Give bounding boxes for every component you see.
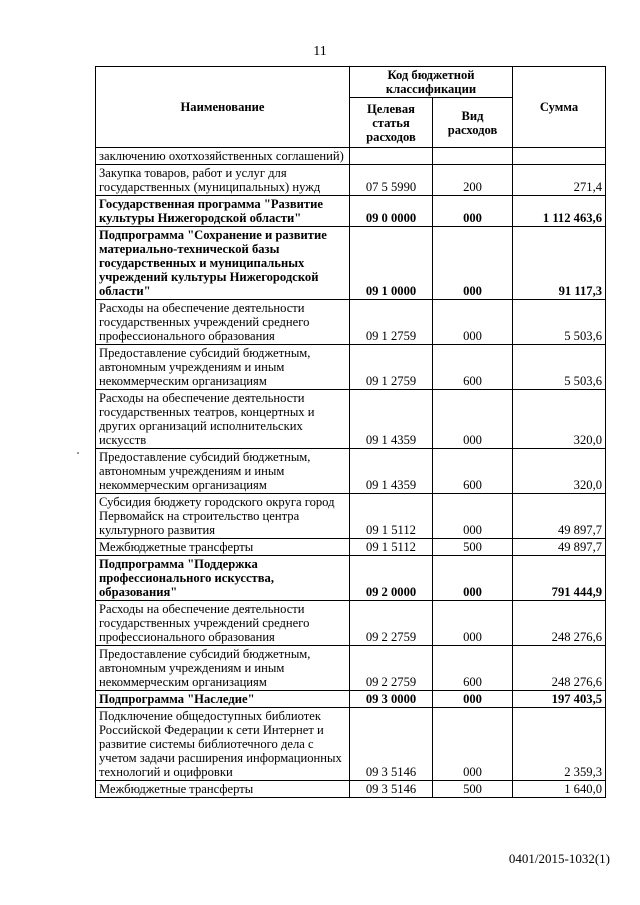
- row-name: Субсидия бюджету городского округа город Первомайск на строительство центра культурного развития: [96, 494, 350, 539]
- header-target: Целевая статья расходов: [350, 98, 433, 148]
- row-type-code: 000: [433, 494, 513, 539]
- header-name: Наименование: [96, 67, 350, 148]
- table-row: [96, 494, 606, 539]
- row-type-code: 500: [433, 781, 513, 798]
- row-sum: 791 444,9: [513, 556, 606, 601]
- row-target-code: 09 1 4359: [350, 449, 433, 494]
- row-target-code: 09 1 4359: [350, 390, 433, 449]
- row-type-code: 600: [433, 345, 513, 390]
- header-sum: Сумма: [513, 67, 606, 148]
- row-type-code: 000: [433, 196, 513, 227]
- row-sum: [513, 148, 606, 165]
- row-sum: 1 112 463,6: [513, 196, 606, 227]
- table-row: [96, 556, 606, 601]
- row-type-code: 000: [433, 691, 513, 708]
- row-type-code: 000: [433, 601, 513, 646]
- row-target-code: 09 1 2759: [350, 345, 433, 390]
- row-target-code: 09 3 5146: [350, 708, 433, 781]
- table-row: [96, 708, 606, 781]
- row-sum: 271,4: [513, 165, 606, 196]
- row-type-code: 000: [433, 708, 513, 781]
- row-sum: 5 503,6: [513, 300, 606, 345]
- table-row: [96, 300, 606, 345]
- row-sum: 320,0: [513, 390, 606, 449]
- row-name: Предоставление субсидий бюджетным, автономным учреждениям и иным некоммерческим организациям: [96, 646, 350, 691]
- row-name: заключению охотхозяйственных соглашений): [96, 148, 350, 165]
- budget-table: [95, 66, 606, 798]
- row-name: Межбюджетные трансферты: [96, 539, 350, 556]
- row-target-code: 09 1 2759: [350, 300, 433, 345]
- header-type: Вид расходов: [433, 98, 513, 148]
- row-target-code: 09 1 5112: [350, 494, 433, 539]
- row-sum: 248 276,6: [513, 601, 606, 646]
- row-target-code: 09 2 0000: [350, 556, 433, 601]
- row-name: Межбюджетные трансферты: [96, 781, 350, 798]
- table-row: [96, 449, 606, 494]
- table-row: [96, 646, 606, 691]
- row-sum: 320,0: [513, 449, 606, 494]
- row-target-code: 09 3 0000: [350, 691, 433, 708]
- row-name: Предоставление субсидий бюджетным, автономным учреждениям и иным некоммерческим организациям: [96, 345, 350, 390]
- table-row: [96, 601, 606, 646]
- row-name: Подпрограмма "Поддержка профессионального искусства, образования": [96, 556, 350, 601]
- row-target-code: 09 3 5146: [350, 781, 433, 798]
- row-target-code: [350, 148, 433, 165]
- header-code-group: Код бюджетной классификации: [350, 67, 513, 98]
- table-row: [96, 539, 606, 556]
- row-sum: 2 359,3: [513, 708, 606, 781]
- row-name: Предоставление субсидий бюджетным, автономным учреждениям и иным некоммерческим организациям: [96, 449, 350, 494]
- row-type-code: 600: [433, 449, 513, 494]
- table-row: [96, 691, 606, 708]
- row-name: Государственная программа "Развитие культуры Нижегородской области": [96, 196, 350, 227]
- row-name: Расходы на обеспечение деятельности государственных учреждений среднего профессионального образования: [96, 300, 350, 345]
- table-row: [96, 227, 606, 300]
- row-sum: 49 897,7: [513, 539, 606, 556]
- row-target-code: 09 2 2759: [350, 601, 433, 646]
- row-sum: 197 403,5: [513, 691, 606, 708]
- row-sum: 91 117,3: [513, 227, 606, 300]
- row-target-code: 09 0 0000: [350, 196, 433, 227]
- row-type-code: 500: [433, 539, 513, 556]
- row-sum: 5 503,6: [513, 345, 606, 390]
- row-type-code: 000: [433, 300, 513, 345]
- table-row: [96, 165, 606, 196]
- row-name: Закупка товаров, работ и услуг для государственных (муниципальных) нужд: [96, 165, 350, 196]
- table-row: [96, 196, 606, 227]
- row-sum: 49 897,7: [513, 494, 606, 539]
- row-type-code: 600: [433, 646, 513, 691]
- row-name: Расходы на обеспечение деятельности государственных театров, концертных и других организаций исполнительских искусств: [96, 390, 350, 449]
- table-row: [96, 390, 606, 449]
- row-name: Подпрограмма "Сохранение и развитие материально-технической базы государственных и муниципальных учреждений культуры Нижегородской области": [96, 227, 350, 300]
- table-row: [96, 345, 606, 390]
- row-target-code: 09 1 0000: [350, 227, 433, 300]
- table-body: [96, 148, 606, 798]
- row-target-code: 07 5 5990: [350, 165, 433, 196]
- row-type-code: 000: [433, 556, 513, 601]
- page-number: 11: [313, 44, 327, 59]
- row-sum: 248 276,6: [513, 646, 606, 691]
- row-name: Подключение общедоступных библиотек Российской Федерации к сети Интернет и развитие системы библиотечного дела с учетом задачи расширения информационных технологий и оцифровки: [96, 708, 350, 781]
- row-name: Подпрограмма "Наследие": [96, 691, 350, 708]
- row-type-code: 000: [433, 227, 513, 300]
- table-row: [96, 148, 606, 165]
- document-code: 0401/2015-1032(1): [508, 851, 610, 866]
- row-type-code: [433, 148, 513, 165]
- row-type-code: 000: [433, 390, 513, 449]
- row-name: Расходы на обеспечение деятельности государственных учреждений среднего профессионального образования: [96, 601, 350, 646]
- row-sum: 1 640,0: [513, 781, 606, 798]
- table-row: [96, 781, 606, 798]
- scan-artifact: [77, 452, 79, 454]
- row-target-code: 09 1 5112: [350, 539, 433, 556]
- row-target-code: 09 2 2759: [350, 646, 433, 691]
- row-type-code: 200: [433, 165, 513, 196]
